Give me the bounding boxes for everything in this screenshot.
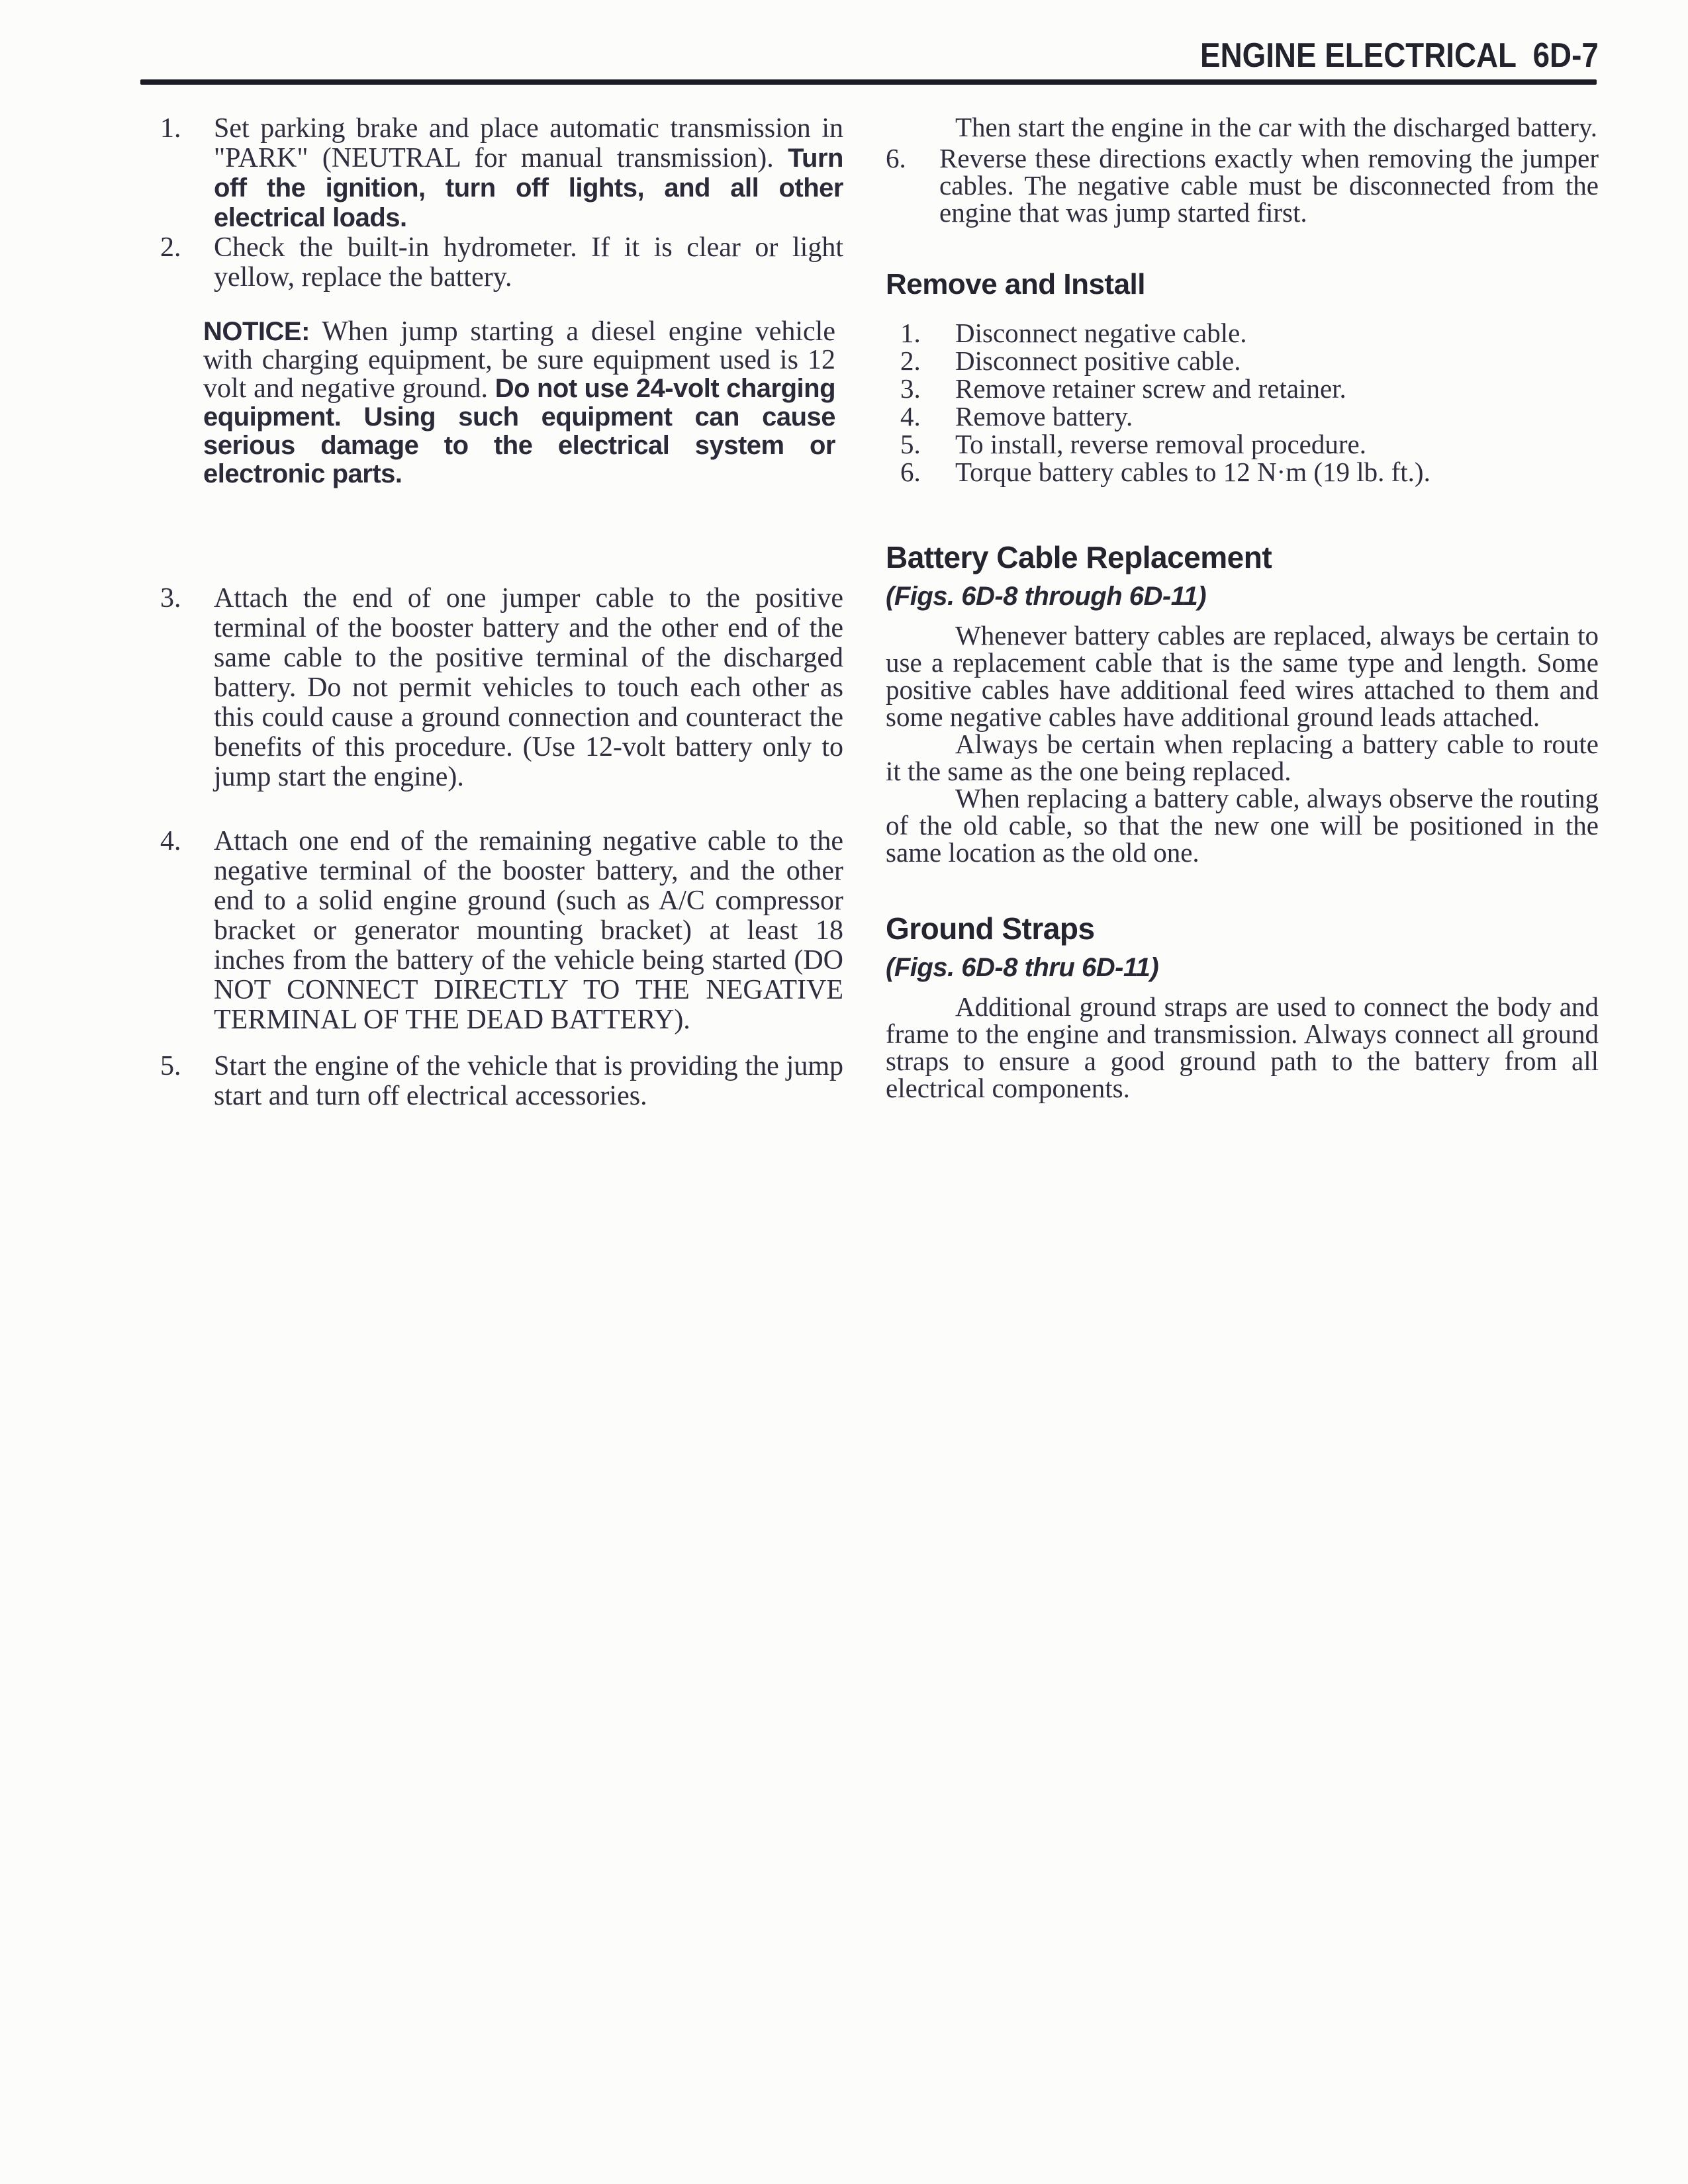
list-item-number: 6. [900,457,921,487]
list-item-number: 5. [900,429,921,459]
list-item [160,1052,843,1111]
list-item [900,319,1599,347]
list-item [886,145,1599,226]
right-column [886,114,1599,1102]
list-item [160,114,843,233]
page-header-title: ENGINE ELECTRICAL 6D-7 [1200,36,1599,75]
list-item-text: Attach the end of one jumper cable to the positive terminal of the booster battery and the other end of the same cable to the positive terminal of the discharged battery. Do not permit vehicles to touch each other as this could cause a ground connection and counteract the benefits of this procedure. (Use 12-volt battery only to jump start the engine). [214,583,843,792]
step-text-serif: Set parking brake and place automatic transmission in "PARK" (NEUTRAL for manual transmission). [214,113,843,173]
list-item-text: Attach one end of the remaining negative cable to the negative terminal of the booster battery, and the other end to a solid engine ground (such as A/C compressor bracket or generator mounting bracket) at least 18 inches from the battery of the vehicle being started (DO NOT CONNECT DIRECTLY TO THE NEGATIVE TERMINAL OF THE DEAD BATTERY). [214,826,843,1035]
left-column [160,114,843,1111]
continuation-paragraph: Then start the engine in the car with the discharged battery. [955,112,1597,142]
list-item [900,458,1599,486]
list-item-text: Reverse these directions exactly when removing the jumper cables. The negative cable must be disconnected from the engine that was jump started first. [939,143,1599,228]
list-item-text: To install, reverse removal procedure. [955,429,1366,459]
paragraph: Always be certain when replacing a battery cable to route it the same as the one being replaced. [886,729,1599,786]
list-item [900,430,1599,458]
list-item-number: 3. [900,373,921,404]
notice-block [203,318,835,488]
list-item-text: Remove retainer screw and retainer. [955,373,1346,404]
list-item [900,347,1599,375]
list-item-number: 4. [160,826,181,856]
notice-label: NOTICE: [203,317,310,346]
notice-body: When jump starting a diesel engine vehicle with charging equipment, be sure equipment used is 12 volt and negative ground. [203,316,835,404]
list-item-number: 6. [886,143,906,173]
list-item-number: 3. [160,583,181,614]
list-item-text: Torque battery cables to 12 N·m (19 lb. ft.). [955,457,1430,487]
paragraph: When replacing a battery cable, always observe the routing of the old cable, so that the new one will be positioned in the same location as the old one. [886,783,1599,868]
section-heading-ground-straps: Ground Straps [886,911,1095,946]
list-item [160,584,843,792]
step-text-bold: Turn off the ignition, turn off lights, and all other electrical loads. [214,144,843,232]
list-item [160,827,843,1035]
paragraph: Whenever battery cables are replaced, always be certain to use a replacement cable that is the same type and length. Some positive cables have additional feed wires attached to them and some negative cables have additional ground leads attached. [886,620,1599,732]
list-item-number: 5. [160,1051,181,1081]
list-item-text: Remove battery. [955,401,1133,432]
header-rule [140,79,1597,85]
list-item-text [214,233,843,293]
list-item-number: 2. [160,232,181,263]
figure-reference: (Figs. 6D-8 through 6D-11) [886,582,1207,611]
list-item [900,375,1599,402]
step-text-serif: Check the built-in hydrometer. If it is clear or light yellow, replace the battery. [214,232,843,293]
notice-bold-text: Do not use 24-volt charging equipment. Using such equipment can cause serious damage to the electrical system or electronic parts. [203,374,836,488]
list-item-text: Start the engine of the vehicle that is providing the jump start and turn off electrical accessories. [214,1051,843,1111]
remove-install-steps [886,319,1599,486]
list-item-number: 1. [900,318,921,348]
section-heading-remove-and-install: Remove and Install [886,268,1146,300]
list-item-number: 2. [900,345,921,376]
list-item [160,233,843,293]
section-heading-battery-cable-replacement: Battery Cable Replacement [886,540,1272,574]
list-item [900,402,1599,430]
figure-reference: (Figs. 6D-8 thru 6D-11) [886,953,1159,982]
list-item-text: Disconnect positive cable. [955,345,1241,376]
list-item-text [214,114,843,233]
list-item-number: 4. [900,401,921,432]
list-item-number: 1. [160,113,181,144]
list-item-text: Disconnect negative cable. [955,318,1247,348]
paragraph: Additional ground straps are used to connect the body and frame to the engine and transmission. Always connect all ground straps to ensure a good ground path to the battery from all electrical components. [886,991,1599,1103]
